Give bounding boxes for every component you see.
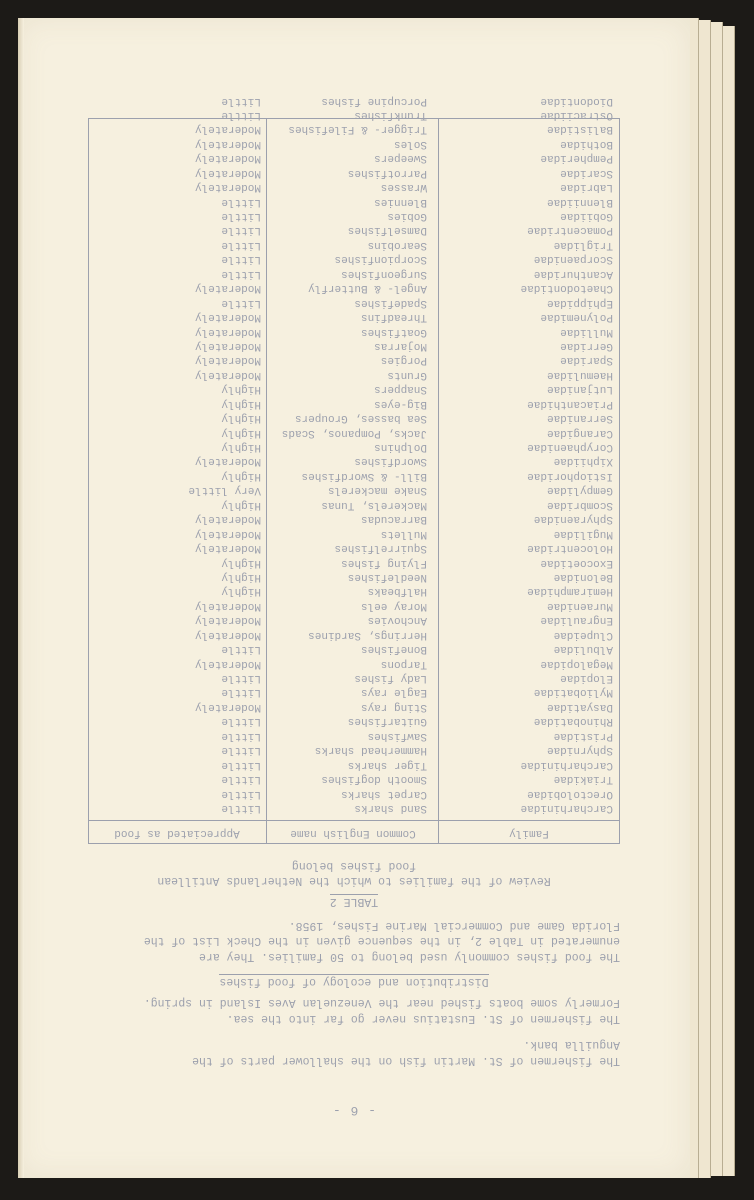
cell-appreciated: Moderately [194,340,261,352]
cell-common-name: Sweepers [374,152,427,165]
cell-appreciated: Moderately [194,181,261,194]
section-heading-text: Distribution and ecology of food fishes [219,975,489,988]
cell-family: Bothidae [560,137,613,150]
cell-appreciated: Highly [221,426,261,439]
cell-appreciated: Moderately [194,455,261,468]
cell-family: Labridae [560,181,613,194]
cell-common-name: Barracudas [360,513,427,526]
cell-common-name: Porcupine fishes [321,94,427,107]
cell-appreciated: Little [221,109,261,121]
cell-appreciated: Little [221,773,261,786]
cell-family: Myliobatidae [533,686,613,699]
cell-appreciated: Little [221,195,261,208]
cell-family: Rhinobatidae [533,715,613,728]
table-row [89,252,619,266]
table-row [89,440,619,454]
table-row [89,700,619,714]
table-row [89,136,619,150]
cell-common-name: Needlefishes [347,571,427,583]
cell-family: Polynemidae [540,311,613,324]
cell-appreciated: Little [221,672,261,685]
table-row [89,743,619,757]
cell-common-name: Trunkfishes [354,109,427,121]
cell-family: Priacanthidae [527,397,613,410]
cell-common-name: Spadefishes [354,296,427,309]
cell-common-name: Sea basses, Groupers [294,412,427,425]
cell-common-name: Mojarras [374,340,427,352]
cell-common-name: Carpet sharks [341,787,427,800]
cell-appreciated: Little [221,238,261,251]
table-row [89,281,619,295]
cell-appreciated: Moderately [194,628,261,641]
header-family: Family [509,827,549,839]
cell-common-name: Trigger- & Filefishes [288,123,427,136]
cell-family: Acanthuridae [533,267,613,280]
table-row [89,295,619,309]
cell-family: Coryphaenidae [527,441,613,454]
cell-appreciated: Little [221,758,261,771]
cell-family: Ephippidae [546,296,613,309]
cell-family: Sparidae [560,354,613,367]
cell-common-name: Mackerels, Tunas [321,498,427,511]
table-row [89,382,619,396]
cell-family: Sphyraenidae [533,513,613,526]
table-row [89,541,619,555]
cell-family: Muraenidae [546,599,613,612]
cell-common-name: Gobies [387,210,427,223]
cell-common-name: Wrasses [380,181,427,194]
cell-common-name: Scorpionfishes [334,253,427,266]
cell-appreciated: Moderately [194,542,261,555]
cell-appreciated: Little [221,686,261,699]
table-label [18,895,690,908]
cell-common-name: Herrings, Sardines [308,628,427,641]
cell-family: Scombridae [546,498,613,511]
page-number: - 6 - [332,1103,377,1118]
table-row [89,469,619,483]
cell-appreciated: Very little [188,484,261,497]
cell-common-name: Anchovies [367,614,427,627]
cell-family: Mullidae [560,325,613,338]
cell-appreciated: Highly [221,383,261,396]
table-row [89,367,619,381]
paragraph-st-eustatius: The fishermen of St. Eustatius never go far into the sea. Formerly some boats fished near the Venezuelan Aves Island in spring. [143,996,620,1025]
cell-common-name: Threadfins [360,311,427,324]
table-row [89,714,619,728]
cell-family: Lutjanidae [546,383,613,396]
cell-appreciated: Moderately [194,152,261,165]
header-rule [89,820,619,821]
cell-appreciated: Highly [221,498,261,511]
cell-appreciated: Highly [221,556,261,569]
cell-family: Pristidae [553,729,613,742]
cell-family: Dasyatidae [546,700,613,713]
cell-common-name: Grunts [387,368,427,381]
cell-family: Triakidae [553,773,613,786]
cell-common-name: Bill- & Swordfishes [301,469,427,482]
cell-common-name: Damselfishes [347,224,427,237]
table-row [89,108,619,122]
binding-shadow [18,18,24,1178]
cell-common-name: Lady fishes [354,672,427,685]
cell-common-name: Swordfishes [354,455,427,468]
cell-common-name: Bonefishes [360,643,427,656]
table-row [89,512,619,526]
table-row [89,728,619,742]
table-row [89,454,619,468]
table-row [89,396,619,410]
cell-family: Belonidae [553,571,613,583]
cell-appreciated: Moderately [194,614,261,627]
table-row [89,324,619,338]
table-row [89,165,619,179]
cell-appreciated: Highly [221,571,261,583]
cell-appreciated: Little [221,210,261,223]
cell-family: Clupeidae [553,628,613,641]
table-row [89,180,619,194]
cell-family: Sphyrnidae [546,744,613,757]
cell-appreciated: Moderately [194,599,261,612]
table-row [89,613,619,627]
table-row [89,310,619,324]
table-row [89,642,619,656]
table-row [89,223,619,237]
cell-appreciated: Moderately [194,282,261,295]
cell-common-name: Surgeonfishes [341,267,427,280]
table-row [89,757,619,771]
cell-family: Carcharhinidae [520,802,613,814]
cell-family: Xiphiidae [553,455,613,468]
table-row [89,266,619,280]
cell-appreciated: Highly [221,585,261,598]
cell-common-name: Parrotfishes [347,166,427,179]
header-appreciated: Appreciated as food [114,827,240,839]
cell-common-name: Jacks, Pompanos, Scads [281,426,427,439]
cell-appreciated: Moderately [194,513,261,526]
table-row [89,238,619,252]
cell-appreciated: Moderately [194,166,261,179]
cell-common-name: Hammerhead sharks [314,744,427,757]
table-row [89,627,619,641]
cell-common-name: Dolphins [374,441,427,454]
table-row [89,656,619,670]
cell-family: Exocoetidae [540,556,613,569]
cell-family: Scorpaenidae [533,253,613,266]
cell-appreciated: Little [221,643,261,656]
cell-family: Haemulidae [546,368,613,381]
cell-appreciated: Highly [221,397,261,410]
table-row [89,526,619,540]
cell-common-name: Angel- & Butterfly [308,282,427,295]
cell-family: Orectolobidae [527,787,613,800]
cell-appreciated: Little [221,787,261,800]
cell-appreciated: Little [221,729,261,742]
cell-common-name: Mullets [380,527,427,540]
cell-appreciated: Little [221,744,261,757]
cell-appreciated: Little [221,94,261,107]
paragraph-st-martin: The fishermen of St. Martin fish on the shallower parts of the Anguilla bank. [192,1038,620,1067]
cell-family: Diodontidae [540,94,613,107]
cell-appreciated: Little [221,802,261,814]
cell-appreciated: Moderately [194,325,261,338]
cell-common-name: Snake mackerels [327,484,427,497]
cell-common-name: Sting rays [360,700,427,713]
cell-appreciated: Moderately [194,700,261,713]
table-row [89,497,619,511]
cell-common-name: Soles [393,137,427,150]
table-row [89,93,619,107]
cell-common-name: Squirrelfishes [334,542,427,555]
table-row [89,425,619,439]
cell-family: Holocentridae [527,542,613,555]
cell-family: Scaridae [560,166,613,179]
table-row [89,194,619,208]
table-row [89,772,619,786]
table-row [89,671,619,685]
cell-family: Megalopidae [540,657,613,670]
section-heading [18,975,690,988]
cell-common-name: Smooth dogfishes [321,773,427,786]
cell-family: Blenniidae [546,195,613,208]
cell-family: Pomacentridae [527,224,613,237]
cell-common-name: Blennies [374,195,427,208]
cell-common-name: Guitarfishes [347,715,427,728]
cell-common-name: Porgies [380,354,427,367]
cell-appreciated: Moderately [194,137,261,150]
cell-family: Istiophoridae [527,469,613,482]
table-row [89,483,619,497]
table-row [89,598,619,612]
cell-appreciated: Highly [221,412,261,425]
cell-appreciated: Little [221,296,261,309]
cell-common-name: Flying fishes [341,556,427,569]
cell-family: Ostraciidae [540,109,613,121]
cell-common-name: Tiger sharks [347,758,427,771]
cell-family: Elopidae [560,672,613,685]
table-row [89,570,619,584]
cell-appreciated: Little [221,267,261,280]
table-row [89,786,619,800]
table-row [89,555,619,569]
intro-paragraph: The food fishes commonly used belong to 50 families. They are enumerated in Table 2, in the sequence given in the Check List of the Florida Game and Commercial Marine Fishes, 1958. [143,919,620,963]
cell-appreciated: Little [221,224,261,237]
cell-common-name: Halfbeaks [367,585,427,598]
table-row [89,411,619,425]
cell-common-name: Moray eels [360,599,427,612]
cell-appreciated: Moderately [194,527,261,540]
table-row [89,209,619,223]
cell-family: Engraulidae [540,614,613,627]
table-row [89,584,619,598]
cell-family: Gempylidae [546,484,613,497]
cell-common-name: Eagle rays [360,686,427,699]
cell-appreciated: Little [221,253,261,266]
cell-family: Triglidae [553,238,613,251]
cell-appreciated: Moderately [194,657,261,670]
cell-family: Hemiramphidae [527,585,613,598]
table-caption: Review of the families to which the Netherlands Antillean food fishes belong [157,859,551,887]
table-row [89,151,619,165]
cell-family: Albulidae [553,643,613,656]
cell-common-name: Searobins [367,238,427,251]
table-row [89,685,619,699]
cell-common-name: Tarpons [380,657,427,670]
cell-common-name: Big-eyes [374,397,427,410]
cell-appreciated: Moderately [194,123,261,136]
cell-appreciated: Highly [221,469,261,482]
cell-common-name: Sand sharks [354,802,427,814]
table-label-text: TABLE 2 [329,895,379,908]
cell-appreciated: Moderately [194,368,261,381]
cell-family: Balistidae [546,123,613,136]
table-body [89,93,619,815]
table-row [89,122,619,136]
table-row [89,801,619,815]
cell-appreciated: Moderately [194,311,261,324]
cell-common-name: Sawfishes [367,729,427,742]
cell-family: Serranidae [546,412,613,425]
cell-family: Carangidae [546,426,613,439]
cell-family: Chaetodontidae [520,282,613,295]
cell-appreciated: Moderately [194,354,261,367]
cell-appreciated: Highly [221,441,261,454]
document-page [18,18,690,1178]
cell-family: Gobiidae [560,210,613,223]
cell-family: Carcharhinidae [520,758,613,771]
table-row [89,339,619,353]
header-common-name: Common English name [290,827,416,839]
cell-family: Mugilidae [553,527,613,540]
cell-family: Pempheridae [540,152,613,165]
cell-family: Gerridae [560,340,613,352]
cell-common-name: Goatfishes [360,325,427,338]
families-table [88,94,620,844]
bleed-through-text [18,18,690,1178]
table-row [89,353,619,367]
cell-common-name: Snappers [374,383,427,396]
cell-appreciated: Little [221,715,261,728]
